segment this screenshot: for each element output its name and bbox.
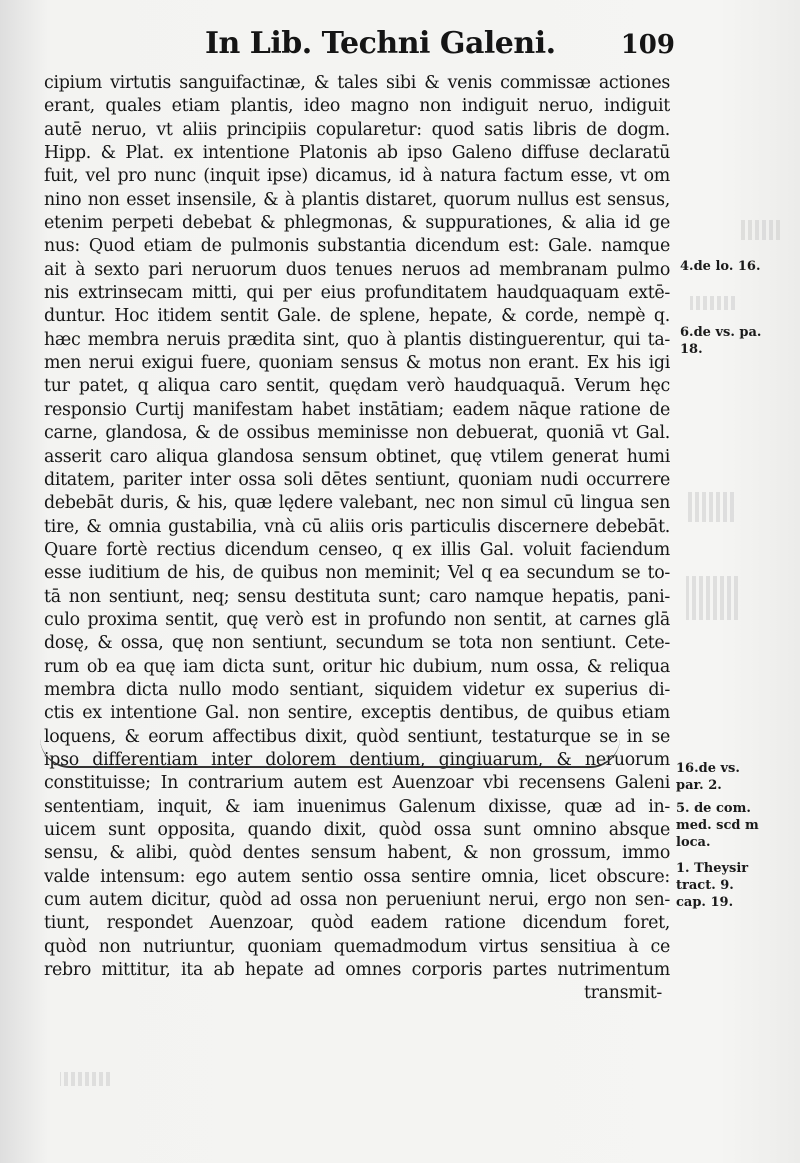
text-line: cum autem dicitur, quòd ad ossa non perueniunt nerui, ergo non sen-	[44, 890, 670, 911]
text-line: tiunt, respondet Auenzoar, quòd eadem ratione dicendum foret,	[44, 913, 670, 934]
text-line: erant, quales etiam plantis, ideo magno non indiguit neruo, indiguit	[44, 96, 670, 117]
text-line: sensu, & alibi, quòd dentes sensum habent, & non grossum, immo	[44, 843, 670, 864]
margin-note	[680, 324, 761, 358]
margin-note-text: 6.de vs. pa.	[680, 325, 762, 340]
text-line: nis extrinsecam mitti, qui per eius profunditatem haudquaquam extē-	[44, 283, 670, 304]
text-line: responsio Curtij manifestam habet instātiam; eadem nāque ratione de	[44, 399, 670, 420]
text-line: loquens, & eorum affectibus dixit, quòd sentiunt, testaturque se in se	[44, 726, 670, 747]
text-line: men nerui exigui fuere, quoniam sensus & motus non erant. Ex his igi	[44, 353, 670, 374]
text-line: asserit caro aliqua glandosa sensum obtinet, quę vtilem generat humi	[44, 446, 670, 467]
text-line: carne, glandosa, & de ossibus meminisse non debuerat, quoniā vt Gal.	[44, 423, 670, 444]
margin-note-text: cap. 19.	[676, 895, 734, 910]
text-line: nus: Quod etiam de pulmonis substantia dicendum est: Gale. namque	[44, 236, 670, 257]
show-through-mark	[740, 220, 780, 240]
show-through-mark	[690, 296, 735, 310]
text-line: constituisse; In contrarium autem est Auenzoar vbi recensens Galeni	[44, 773, 670, 794]
margin-note-text: 1. Theysir	[676, 861, 749, 876]
text-line: Quare fortè rectius dicendum censeo, q ex illis Gal. voluit faciendum	[44, 539, 670, 560]
text-line: esse iuditium de his, de quibus non meminit; Vel q ea secundum se to-	[44, 563, 670, 584]
text-line: hæc membra neruis prædita sint, quo à plantis distinguerentur, qui ta-	[44, 329, 670, 350]
text-line: sententiam, inquit, & iam inuenimus Galenum dixisse, quæ ad in-	[44, 796, 670, 817]
running-title: In Lib. Techni Galeni.	[205, 26, 556, 61]
show-through-mark	[60, 1072, 110, 1086]
margin-note	[676, 760, 740, 794]
text-line: quòd non nutriuntur, quoniam quemadmodum virtus sensitiua à ce	[44, 936, 670, 957]
text-line: ipso differentiam inter dolorem dentium, gingiuarum, & neruorum	[44, 749, 670, 770]
text-line: tā non sentiunt, neq; sensu destituta sunt; caro namque hepatis, pani-	[44, 586, 670, 607]
text-line: ait à sexto pari neruorum duos tenues neruos ad membranam pulmo	[44, 259, 670, 280]
text-line: uicem sunt opposita, quando dixit, quòd ossa sunt omnino absque	[44, 820, 670, 840]
text-line: dosę, & ossa, quę non sentiunt, secundum se tota non sentiunt. Cete-	[44, 633, 670, 654]
margin-note-text: par. 2.	[676, 778, 722, 793]
text-line: ctis ex intentione Gal. non sentire, exceptis dentibus, de quibus etiam	[44, 703, 670, 724]
text-line: culo proxima sentit, quę verò est in profundo non sentit, at carnes glā	[44, 609, 670, 630]
text-line: fuit, vel pro nunc (inquit ipse) dicamus, id à natura factum esse, vt om	[44, 166, 670, 187]
text-line: rebro mittitur, ita ab hepate ad omnes corporis partes nutrimentum	[44, 960, 670, 981]
text-line: Hipp. & Plat. ex intentione Platonis ab ipso Galeno diffuse declaratū	[44, 143, 670, 164]
text-line: ditatem, pariter inter ossa soli dētes sentiunt, quoniam nudi occurrere	[44, 469, 670, 490]
text-line: duntur. Hoc itidem sentit Gale. de splene, hepate, & corde, nempè q.	[44, 306, 670, 327]
margin-note	[680, 258, 761, 275]
margin-note-text: med. scd m	[676, 818, 759, 833]
text-line: valde intensum: ego autem sentio ossa sentire omnia, licet obscure:	[44, 866, 670, 887]
margin-note-text: 4.de lo. 16.	[680, 259, 761, 274]
text-line: membra dicta nullo modo sentiant, siquidem videtur ex superius di-	[44, 679, 670, 700]
text-line: tire, & omnia gustabilia, vnà cū aliis oris particulis discernere debebāt.	[44, 516, 670, 537]
show-through-mark	[686, 492, 734, 522]
text-line: autē neruo, vt aliis principiis copularetur: quod satis libris de dogm.	[44, 119, 670, 140]
margin-note-text: tract. 9.	[676, 878, 734, 893]
margin-note-text: 5. de com.	[676, 801, 751, 816]
catchword: transmit-	[583, 983, 662, 1004]
body-text	[44, 72, 670, 1006]
page-header	[205, 26, 675, 66]
text-line: nino non esset insensile, & à plantis distaret, quorum nullus est sensus,	[44, 189, 670, 210]
margin-note-text: 18.	[680, 342, 703, 357]
text-line: tur patet, q aliqua caro sentit, quędam verò haudquaquā. Verum hęc	[44, 376, 670, 397]
margin-note-text: loca.	[676, 835, 711, 850]
margin-note	[676, 860, 748, 911]
margin-note	[676, 800, 759, 851]
margin-note-text: 16.de vs.	[676, 761, 740, 776]
text-line: etenim perpeti debebat & phlegmonas, & suppurationes, & alia id ge	[44, 213, 670, 234]
page-number: 109	[620, 30, 675, 60]
text-line: debebāt duris, & his, quæ lędere valebant, nec non simul cū lingua sen	[44, 493, 670, 514]
text-line: rum ob ea quę iam dicta sunt, oritur hic dubium, num ossa, & reliqua	[44, 656, 670, 677]
show-through-mark	[686, 576, 738, 620]
text-line: cipium virtutis sanguifactinæ, & tales sibi & venis commissæ actiones	[44, 73, 670, 93]
